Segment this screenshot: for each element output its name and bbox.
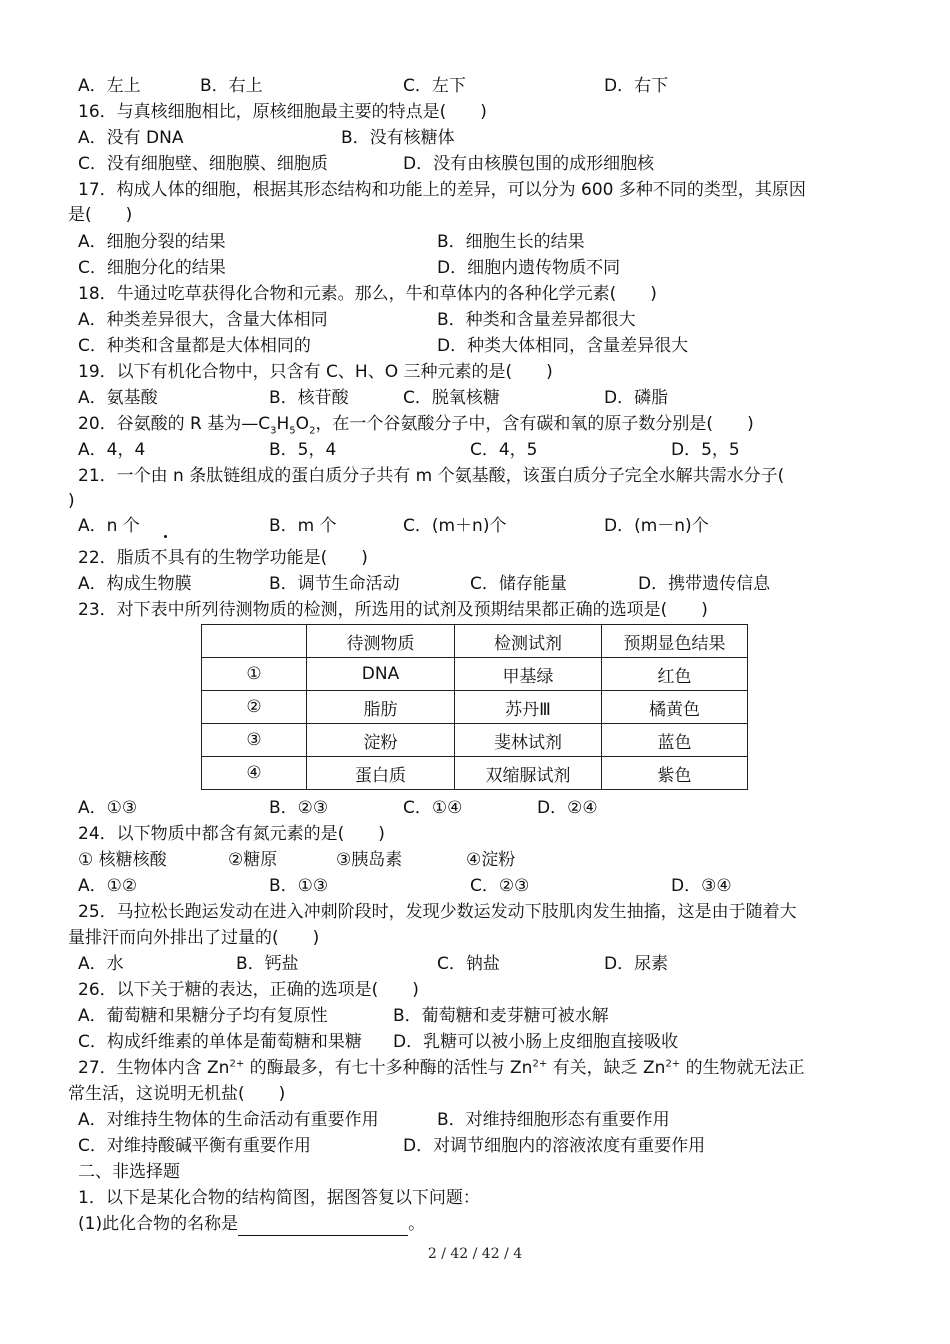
q22-option-c: C．储存能量 <box>470 574 567 594</box>
page-footer: 2 / 42 / 42 / 4 <box>427 1246 523 1262</box>
q19-option-a: A．氨基酸 <box>78 388 158 408</box>
q27-stem-line2: 常生活，这说明无机盐( ) <box>68 1084 286 1104</box>
q19-option-b: B．核苷酸 <box>269 388 349 408</box>
q26-option-b: B．葡萄糖和麦芽糖可被水解 <box>393 1006 609 1026</box>
q25-stem-line1: 25．马拉松长跑运发动在进入冲刺阶段时，发现少数运发动下肢肌肉发生抽搐，这是由于随着大 <box>78 902 797 922</box>
table-cell: ① <box>202 658 307 691</box>
q27-stem-a: 27．生物体内含 Zn <box>78 1058 230 1078</box>
nonchoice-q1-sub1 <box>78 1212 425 1236</box>
table-header-cell: 预期显色结果 <box>602 625 748 658</box>
q27-stem-c: 有关，缺乏 Zn <box>552 1058 666 1078</box>
q18-option-d: D．种类大体相同，含量差异很大 <box>437 336 689 356</box>
table-cell: ③ <box>202 724 307 757</box>
table-header-cell: 检测试剂 <box>455 625 602 658</box>
table-cell: 紫色 <box>602 757 748 790</box>
q17-option-a: A．细胞分裂的结果 <box>78 232 226 252</box>
q21-option-c: C．(m＋n)个 <box>403 516 507 536</box>
sub1-text: (1)此化合物的名称是 <box>78 1214 239 1234</box>
table-cell: ② <box>202 691 307 724</box>
table-cell: 脂肪 <box>307 691 455 724</box>
q21-stem-line1: 21．一个由 n 条肽链组成的蛋白质分子共有 m 个氨基酸，该蛋白质分子完全水解共需水分子( <box>78 466 785 486</box>
q16-option-d: D．没有由核膜包围的成形细胞核 <box>403 154 655 174</box>
q24-option-c: C．②③ <box>470 876 530 896</box>
q17-stem-line1: 17．构成人体的细胞，根据其形态结构和功能上的差异，可以分为 600 多种不同的类型，其原因 <box>78 180 806 200</box>
q24-item-3: ③胰岛素 <box>336 850 403 870</box>
q22-option-a: A．构成生物膜 <box>78 574 192 594</box>
table-row <box>202 658 748 691</box>
q25-option-d: D．尿素 <box>604 954 669 974</box>
table-row <box>202 757 748 790</box>
stray-dot <box>164 535 167 538</box>
q16-option-b: B．没有核糖体 <box>341 128 455 148</box>
q15-option-b: B．右上 <box>200 76 263 96</box>
q19-option-d: D．磷脂 <box>604 388 669 408</box>
q16-option-a: A．没有 DNA <box>78 128 184 148</box>
table-cell: 甲基绿 <box>455 658 602 691</box>
q24-stem: 24．以下物质中都含有氮元素的是( ) <box>78 824 385 844</box>
q26-stem: 26．以下关于糖的表达，正确的选项是( ) <box>78 980 419 1000</box>
q27-option-a: A．对维持生物体的生命活动有重要作用 <box>78 1110 379 1130</box>
q21-option-b: B．m 个 <box>269 516 337 536</box>
q19-option-c: C．脱氧核糖 <box>403 388 500 408</box>
q16-option-c: C．没有细胞壁、细胞膜、细胞质 <box>78 154 328 174</box>
q17-stem-line2: 是( ) <box>68 205 133 225</box>
answer-blank[interactable] <box>238 1217 408 1236</box>
q27-stem-line1: 27．生物体内含 $Zn^{2+}$ 的酶最多，有七十多种酶的活性与 $Zn^{2+}$ 有关，缺乏 $Zn^{2+}$ 的生物就无法正 <box>78 1058 805 1078</box>
section-title: 二、非选择题 <box>78 1162 180 1182</box>
q20-stem-pre: 20．谷氨酸的 R 基为—C <box>78 414 271 434</box>
q17-option-b: B．细胞生长的结果 <box>437 232 585 252</box>
q20-stem-post: ，在一个谷氨酸分子中，含有碳和氧的原子数分别是( ) <box>315 414 754 434</box>
q15-option-d: D．右下 <box>604 76 669 96</box>
q24-item-2: ②糖原 <box>228 850 278 870</box>
table-cell: ④ <box>202 757 307 790</box>
q24-option-d: D．③④ <box>671 876 732 896</box>
table-header-cell: 待测物质 <box>307 625 455 658</box>
table-cell: 淀粉 <box>307 724 455 757</box>
nonchoice-q1-stem: 1．以下是某化合物的结构简图，据图答复以下问题： <box>78 1188 480 1208</box>
table-row <box>202 691 748 724</box>
table-cell: DNA <box>307 658 455 691</box>
q20-option-d: D．5，5 <box>671 440 740 460</box>
q17-option-c: C．细胞分化的结果 <box>78 258 226 278</box>
q16-stem: 16．与真核细胞相比，原核细胞最主要的特点是( ) <box>78 102 487 122</box>
q27-stem-b: 的酶最多，有七十多种酶的活性与 Zn <box>249 1058 533 1078</box>
q23-stem: 23．对下表中所列待测物质的检测，所选用的试剂及预期结果都正确的选项是( ) <box>78 600 708 620</box>
q15-option-a: A．左上 <box>78 76 141 96</box>
q24-item-1: ① 核糖核酸 <box>78 850 167 870</box>
q24-option-b: B．①③ <box>269 876 329 896</box>
table-cell: 橘黄色 <box>602 691 748 724</box>
table-cell: 苏丹Ⅲ <box>455 691 602 724</box>
q27-option-b: B．对维持细胞形态有重要作用 <box>437 1110 670 1130</box>
q22-stem: 22．脂质不具有的生物学功能是( ) <box>78 548 368 568</box>
q20-stem: 20．谷氨酸的 R 基为$—C_3H_5O_2$，在一个谷氨酸分子中，含有碳和氧的原子数分别是( ) <box>78 414 754 437</box>
q25-option-b: B．钙盐 <box>236 954 299 974</box>
q26-option-d: D．乳糖可以被小肠上皮细胞直接吸收 <box>393 1032 679 1052</box>
q18-stem: 18．牛通过吃草获得化合物和元素。那么，牛和草体内的各种化学元素( ) <box>78 284 657 304</box>
q25-option-c: C．钠盐 <box>437 954 500 974</box>
table-header-row <box>202 625 748 658</box>
table-header-cell <box>202 625 307 658</box>
q22-option-d: D．携带遗传信息 <box>638 574 771 594</box>
q20-option-a: A．4，4 <box>78 440 146 460</box>
q21-option-a: A．n 个 <box>78 516 140 536</box>
q27-stem-d: 的生物就无法正 <box>685 1058 805 1078</box>
sub1-end: 。 <box>408 1214 426 1234</box>
table-cell: 双缩脲试剂 <box>455 757 602 790</box>
q23-table <box>201 624 748 790</box>
q21-stem-line2: ) <box>68 491 75 511</box>
q18-option-c: C．种类和含量都是大体相同的 <box>78 336 311 356</box>
table-row <box>202 724 748 757</box>
q22-option-b: B．调节生命活动 <box>269 574 400 594</box>
q24-item-4: ④淀粉 <box>466 850 516 870</box>
q27-option-d: D．对调节细胞内的溶液浓度有重要作用 <box>403 1136 706 1156</box>
q19-stem: 19．以下有机化合物中，只含有 C、H、O 三种元素的是( ) <box>78 362 553 382</box>
q23-option-d: D．②④ <box>537 798 598 818</box>
q26-option-c: C．构成纤维素的单体是葡萄糖和果糖 <box>78 1032 362 1052</box>
q21-option-d: D．(m－n)个 <box>604 516 709 536</box>
q26-option-a: A．葡萄糖和果糖分子均有复原性 <box>78 1006 328 1026</box>
q25-stem-line2: 量排汗而向外排出了过量的( ) <box>68 928 320 948</box>
q23-option-c: C．①④ <box>403 798 463 818</box>
q18-option-a: A．种类差异很大，含量大体相同 <box>78 310 328 330</box>
table-cell: 蛋白质 <box>307 757 455 790</box>
q25-option-a: A．水 <box>78 954 124 974</box>
q18-option-b: B．种类和含量差异都很大 <box>437 310 636 330</box>
q17-option-d: D．细胞内遗传物质不同 <box>437 258 621 278</box>
q24-option-a: A．①② <box>78 876 138 896</box>
q23-option-b: B．②③ <box>269 798 329 818</box>
q15-option-c: C．左下 <box>403 76 466 96</box>
q20-option-b: B．5，4 <box>269 440 337 460</box>
q27-option-c: C．对维持酸碱平衡有重要作用 <box>78 1136 311 1156</box>
table-cell: 斐林试剂 <box>455 724 602 757</box>
table-cell: 红色 <box>602 658 748 691</box>
q23-option-a: A．①③ <box>78 798 138 818</box>
q20-option-c: C．4，5 <box>470 440 538 460</box>
table-cell: 蓝色 <box>602 724 748 757</box>
